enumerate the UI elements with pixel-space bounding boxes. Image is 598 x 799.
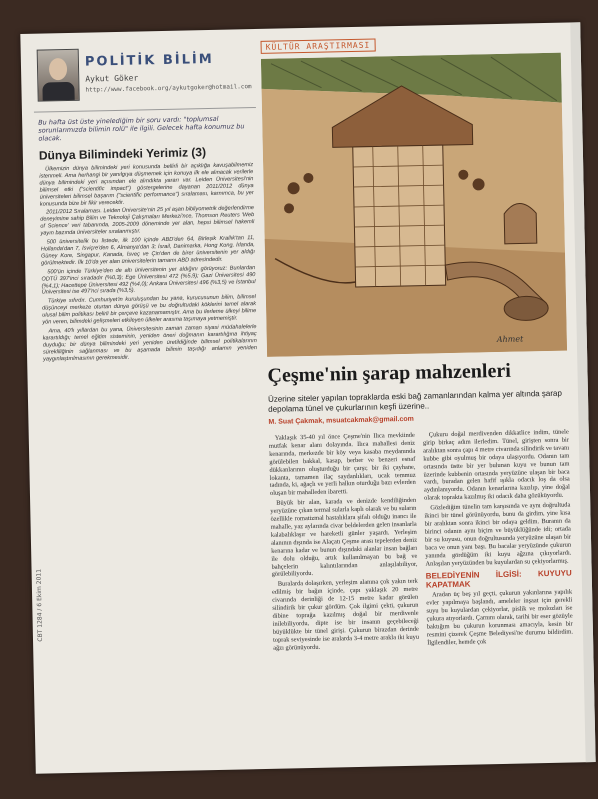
author-photo [37,49,80,102]
column-paragraph: Türkiye sıfırdır. Cumhuriyet'in kuruluşundan bu yana, kurucusunun bilim, bilimsel düşünceyi merkeze oturtan dünya görüşü ve bu doğrultudaki köklerini temel alarak ulusal bilim politikası belirli bir çerçeve kazanamamıştır. Ama bu ilerleme ülkeyi bilime yön veren, bilimdeki gelişmeleri etkileyen ülkeler arasına taşımaya yetmemiştir. [42,294,257,326]
column-politik-bilim [32,37,269,761]
author-name: Aykut Göker [85,73,139,84]
article-paragraph: Çukuru doğal merdivenden dikkatlice indim, tünele girip birkaç adım ilerledim. Tünel, girişten sonra bir aralıktan sonra çapı 4 metre civarında silindirik ve tavanı kubbe gibi oyulmuş bir odaya ulaşıyordu. Odanın tam ortasında üstte bir yer bulunan kuyu ve bunun tam üzerinde kubbenin ortasında yeryüzüne ulaşan bir baca vardı, buradan gelen hafif ışıkla odacık loş da olsa aydınlanıyordu. Odanın kenarlarına kazılıp, yine doğal olarak toprakta kazılmış iki odacık daha gözüküyordu. [422,428,571,502]
article-paragraph: Buralarda dolaşırken, yerleşim alanına çok yakın terk edilmiş bir bağın içinde, çapı yaklaşık 20 metre civarında derinliği de 12-15 metre kadar görülen silindirik bir çukur gördüm. Çok ilgimi çekti, çukurun dibine toprağa kazılmış doğal bir merdivenle inilebiliyordu, dipte ise bir insanın geçebileceği büyüklükte bir tünel girişi. Çukurun birazdan derinde toprak seviyesinde ise aralarda 3-4 metre arakla iki kuyu ağzı görünüyordu. [271,578,420,652]
section-title: POLİTİK BİLİM [84,51,214,70]
column-header [32,37,255,113]
article-subhead: BELEDİYENİN İLGİSİ: KUYUYU KAPATMAK [425,568,572,590]
article-body [269,429,574,655]
issue-info: CBT 1284 / 6 Ekim 2011 [35,568,45,642]
column-paragraph: Ama, 40'lı yıllardan bu yana, Üniversitesinin zaman zaman siyasi müdahalelerle karartıldığı; temel eğitim sisteminin, yeniden öneri doğmanın karartılığına ihtiyaç duyduğu; bir dünya bilimindeki yeri yeniden üretildiğinde bilimsel politikalarının sürekliliğinin sağlanması ve bu aşamada bilimin taşıdığı anlamın yeniden yaygınlaştırılmasının gerekmesidir. [42,324,257,363]
article-paragraph: Aradan üç beş yıl geçti, çukurun yakınlarına yapılık evler yapılmaya başlandı, ameleler inşaat için gerekli suyu bu kuyulardan çekiyorlar, pislik ve molozları ise çukura atıyorlardı. Çarnını olarak, tarihi bir eser gözüyle baktığım bu çukurun korunması amacıyla, kesin bir resmini çizerek Çeşme Belediyesi'ne durumu bildirdim. İlgilendiler, hemde çok [426,588,574,647]
svg-text:Ahmet: Ahmet [496,334,524,345]
article-byline: M. Suat Çakmak, msuatcakmak@gmail.com [268,415,414,426]
column-paragraph: Ülkemizin dünya bilimindeki yeri konusunda bellirli bir açıklığa kavuşabilmemiz istenmeli. Ama herhangi bir yanılgıya düşmemek için konuya ilk ele alınacak verilerle dünya bilimindeki yeri açısından ele alındıkta yararı var. Leiden Üniversitesi'nin bilimsel etki ("scientific impact") göstergelerine dayanan 2011/2012 dünya üniversiteleri bilimsel başarım ("scientific performance") sıralaması, karnımca, bu yer konusunda bize bir fikir verecektir. [39,162,254,208]
column-intro: Bu hafta üst üste yinelediğim bir soru vardı: "toplumsal sorunlarımızda bilimin rolü" ile ilgili. Gelecek hafta konumuz bu olacak. [38,114,245,143]
article-paragraph: Yaklaşık 35-40 yıl önce Çeşme'nin Ilıca mevkiinde mutfak kenar alanı dolayında. Ilıca mahallesi deniz kenarında, merkezde bir köy veya kasaba meydanında görülebilen bakkal, kasap, berber ve benzeri esnaf dükkanlarının oluşturduğu bir çarşı; bir iki çayhane, lokanta, tamamen ilaç saydanlıkları, ucak temmuz tadında, ki, ağaçlı ve yerli halkın oturduğu bazı evlerden oluşan bir mahalleden ibaretti. [268,431,416,498]
section-tag: KÜLTÜR ARAŞTIRMASI [261,39,376,54]
article-subtitle: Üzerine siteler yapılan topraklarda eski bağ zamanlarından kalma yer altında şarap depolama tünel ve çukurlarının keşfi üzerine.. [267,388,562,414]
column-headline: Dünya Bilimindeki Yerimiz (3) [38,145,207,163]
cellar-illustration [261,53,567,357]
column-paragraph: 500 üniversitelik bu listede, ilk 100 içinde ABD'den 64, Birleşik Krallık'tan 11, Hollanda'dan 7, İsviçre'den 6, Almanya'dan 3; İsrail, Danimarka, Hong Kong, İrlanda, Güney Kore, Singapur, Kanada, İsveç ve Çin'den de birer üniversitenin yer aldığı görülmektedir. İlk 10'da yer alan üniversitelerin tamamı ABD adresindedir. [40,235,255,267]
column-body [39,162,257,363]
column-paragraph: 500'ün içinde Türkiye'den de altı üniversitenin yer aldığını görüyoruz: Bunlardan ODTÜ 397'inci sıradadır (%0,3); Ege Üniversitesi 472 (%5,9); Gazi Üniversitesi 490 (%4,1); Hacettepe Üniversitesi 492 (%4,0); Ankara Üniversitesi 496 (%3,5) ve İstanbul Üniversitesi ise 497'nci sırada (%3,5). [41,264,256,296]
author-website: http://www.facebook.org/aykutgoker@hotmail.com [85,83,252,94]
article-paragraph: Büyük bir alan, karada ve denizde kendiliğinden yeryüzüne çıkan termal sularla kaplı olarak ve bu suların özellikle romatizmal hastalıklara şifalı olduğu inancı ile mahalle, yaz aylarında civar beldelerden gelen insanlarla kalabalıklaşır ve hareketli günler yaşardı. Yerleşim alanının dışında ise Alaçatı Çeşme arası tepelerden deniz kenarına kadar ve bunun dışındaki alanlar insan bağları ile dolu olduğu, artık kullanılmayan bu bağ ve bahçelerin kalıntılarından anlaşılabiliyor, görülebiliyordu. [270,497,418,579]
article-column-1 [269,432,420,654]
author-face [49,58,67,80]
author-suit [42,82,74,101]
article-title: Çeşme'nin şarap mahzenleri [267,359,512,387]
article-column-2 [423,429,574,651]
newspaper-page [20,22,595,774]
article [260,29,575,765]
article-paragraph: Gözlediğim tünelin tam karşısında ve aynı doğrultuda ikinci bir tünel görünüyordu, bunu da girdim, yine kısa bir aralıktan sonra ikinci bir odaya geldim. Buranın da birinci odanın aynı biçim ve büyüklüğünde idi; ortada bir su kuyusu, onun doğrultusunda yeryüzüne ulaşan bir baca ve onun yanı başı. Bu bacalar yeryüzünde çukurun yanında gördüğüm iki kuyu ağzına çıkıyorlardı. Anlaşılan yeryüzünden bu kuyulardan su çekiyorlarmış. [424,501,572,568]
column-paragraph: 2011/2012 Sıralaması. Leiden Üniversite'nin 25 yıl aşan bibliyometrik değerlendirme deneyimine sahip Bilim ve Teknoloji Çalışmaları Merkezi'nce, Thomson Reuters 'Web of Science' veri tabanında, 2005-2009 döneminde yer alan, hepsi bilimsel hakemli yayın bazında üniversiteler sıralanmıştır. [40,205,255,237]
next-page-edge [570,22,595,774]
